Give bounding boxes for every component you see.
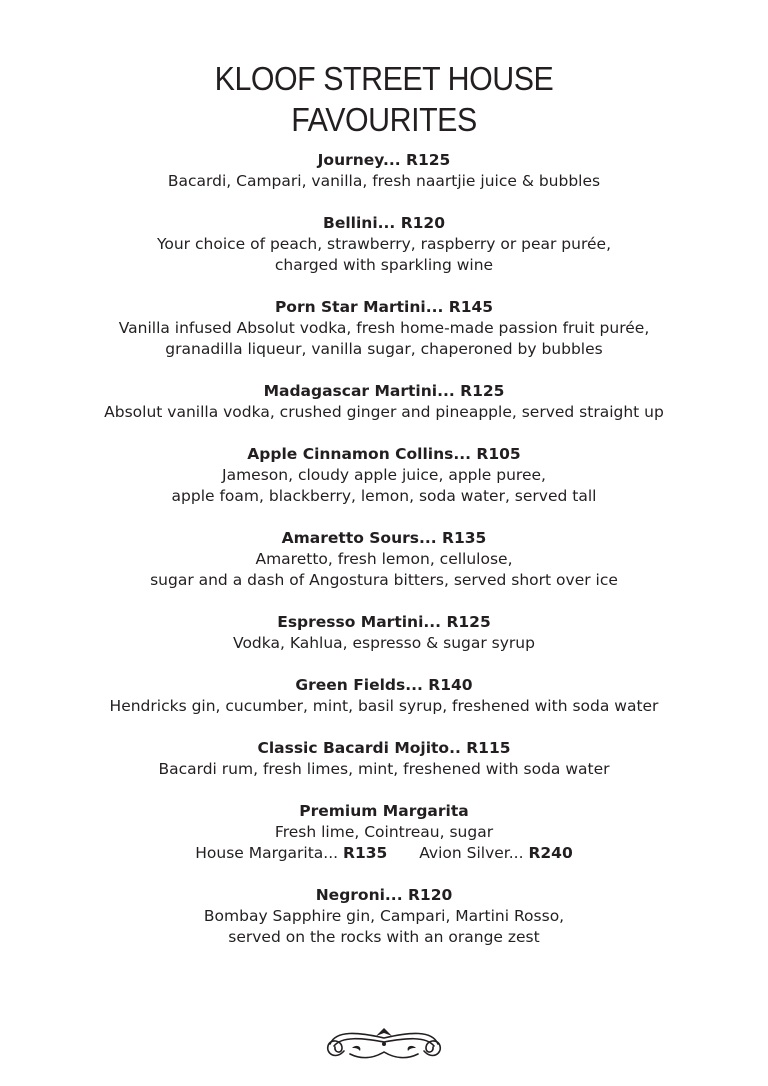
item-description: apple foam, blackberry, lemon, soda water, served tall — [171, 487, 597, 505]
house-margarita-price: R135 — [343, 844, 388, 862]
item-name: Madagascar Martini... R125 — [263, 382, 505, 400]
avion-silver-price: R240 — [528, 844, 573, 862]
item-name: Bellini... R120 — [323, 214, 445, 232]
menu-item-madagascar-martini — [0, 381, 768, 423]
item-description: Absolut vanilla vodka, crushed ginger and pineapple, served straight up — [104, 403, 664, 421]
page-title-line-1: KLOOF STREET HOUSE — [214, 60, 554, 97]
avion-silver-label: Avion Silver... — [419, 844, 524, 862]
page-title-line-2: FAVOURITES — [291, 101, 477, 138]
item-name: Espresso Martini... R125 — [277, 613, 491, 631]
item-description: Bacardi, Campari, vanilla, fresh naartjie juice & bubbles — [167, 172, 601, 190]
menu-item-premium-margarita — [0, 801, 768, 864]
menu-item-negroni — [0, 885, 768, 948]
item-description: Jameson, cloudy apple juice, apple puree, — [222, 466, 546, 484]
item-description: Vanilla infused Absolut vodka, fresh home-made passion fruit purée, — [118, 319, 650, 337]
item-name: Green Fields... R140 — [295, 676, 473, 694]
cocktail-menu — [0, 150, 768, 969]
scroll-ornament-icon — [322, 1024, 446, 1064]
item-description: Bombay Sapphire gin, Campari, Martini Rosso, — [203, 907, 565, 925]
menu-item-journey — [0, 150, 768, 192]
item-name: Porn Star Martini... R145 — [274, 298, 494, 316]
item-name: Amaretto Sours... R135 — [281, 529, 487, 547]
item-name: Journey... R125 — [317, 151, 451, 169]
item-name: Premium Margarita — [299, 802, 469, 820]
page-title — [31, 58, 738, 140]
item-description: served on the rocks with an orange zest — [228, 928, 540, 946]
item-description: Fresh lime, Cointreau, sugar — [274, 823, 494, 841]
item-name: Apple Cinnamon Collins... R105 — [247, 445, 521, 463]
menu-item-green-fields — [0, 675, 768, 717]
menu-item-amaretto-sours — [0, 528, 768, 591]
house-margarita-label: House Margarita... — [195, 844, 339, 862]
item-name: Classic Bacardi Mojito.. R115 — [257, 739, 511, 757]
margarita-price-line — [0, 843, 768, 864]
menu-item-classic-bacardi-mojito — [0, 738, 768, 780]
item-description: Amaretto, fresh lemon, cellulose, — [255, 550, 513, 568]
item-description: Your choice of peach, strawberry, raspberry or pear purée, — [156, 235, 612, 253]
item-description: Hendricks gin, cucumber, mint, basil syrup, freshened with soda water — [109, 697, 659, 715]
menu-item-bellini — [0, 213, 768, 276]
item-name: Negroni... R120 — [315, 886, 453, 904]
item-description: charged with sparkling wine — [274, 256, 494, 274]
item-description: Vodka, Kahlua, espresso & sugar syrup — [233, 634, 535, 652]
item-description: granadilla liqueur, vanilla sugar, chaperoned by bubbles — [165, 340, 603, 358]
menu-item-porn-star-martini — [0, 297, 768, 360]
item-description: sugar and a dash of Angostura bitters, served short over ice — [150, 571, 618, 589]
menu-item-espresso-martini — [0, 612, 768, 654]
item-description: Bacardi rum, fresh limes, mint, freshened with soda water — [158, 760, 610, 778]
menu-item-apple-cinnamon-collins — [0, 444, 768, 507]
